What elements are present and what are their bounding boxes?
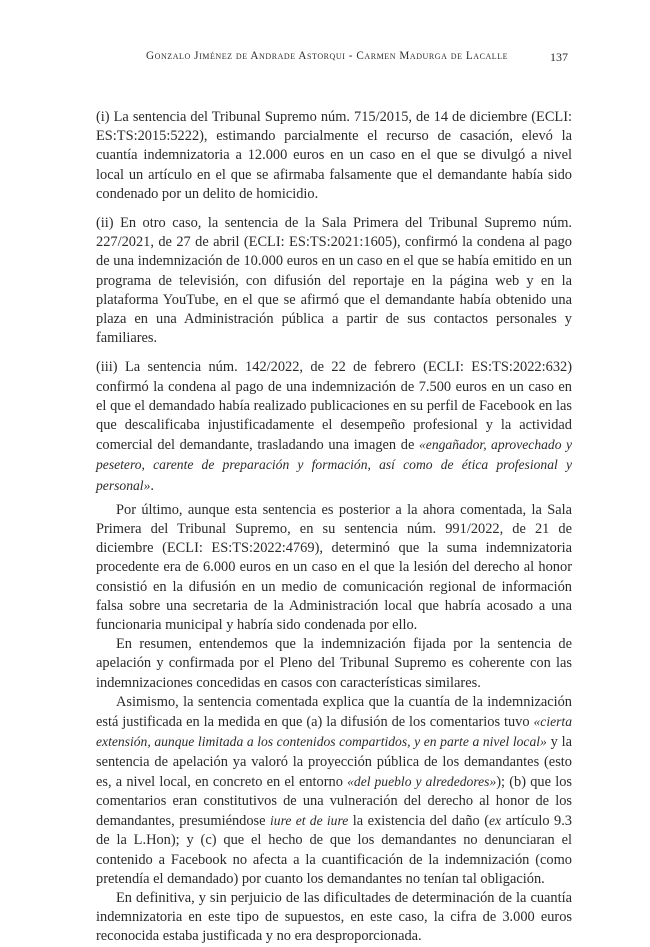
paragraph-text: En definitiva, y sin perjuicio de las dificultades de determinación de la cuantía indemnizatoria en este tipo de supuestos, en este caso, la cifra de 3.000 euros reconocida estaba justificada y no era desproporcionada. bbox=[96, 889, 572, 945]
body-text bbox=[96, 108, 572, 947]
quoted-text: «engañador, aprovechado y pesetero, carente de preparación y formación, así como de ética profesional y personal» bbox=[96, 437, 572, 493]
list-item bbox=[96, 108, 572, 204]
paragraph bbox=[96, 501, 572, 635]
paragraph-text: la existencia del daño ( bbox=[348, 813, 490, 830]
running-header bbox=[96, 50, 572, 70]
list-item-text: . bbox=[150, 477, 154, 494]
paragraph-text: Por último, aunque esta sentencia es posterior a la ahora comentada, la Sala Primera del Tribunal Supremo, en su sentencia núm. 991/2022, de 21 de diciembre (ECLI: ES:TS:2022:4769), determinó que la suma indemnizatoria procedente era de 6.000 euros en un caso en el que la lesión del derecho al honor consistió en la difusión en un medio de comunicación regional de información falsa sobre una secretaria de la Administración local que habría acosado a una funcionaria municipal y habría sido condenada por ello. bbox=[96, 501, 572, 634]
latin-term: ex bbox=[489, 813, 502, 829]
paragraph-text: y la sentencia de apelación ya valoró la proyección pública de los demandantes (esto es, a nivel local, en concreto en el entorno bbox=[96, 734, 572, 790]
paragraph-text: ); (b) que los comentarios eran constitutivos de una vulneración del derecho al honor de los demandantes, presumiéndose bbox=[96, 773, 572, 830]
latin-term: iure et de iure bbox=[270, 813, 349, 829]
header-authors: Gonzalo Jiménez de Andrade Astorqui - Carmen Madurga de Lacalle bbox=[146, 50, 509, 62]
list-item-text: (ii) En otro caso, la sentencia de la Sala Primera del Tribunal Supremo núm. 227/2021, de 27 de abril (ECLI: ES:TS:2021:1605), confirmó la condena al pago de una indemnización de 10.000 euros en un caso en el que se había emitido en un programa de televisión, con difusión del reportaje en la página web y en la plataforma YouTube, en el que se afirmó que el demandante había obtenido una plaza en una Administración pública a partir de sus contactos personales y familiares. bbox=[96, 215, 572, 347]
paragraph-text: Asimismo, la sentencia comentada explica que la cuantía de la indemnización está justificada en la medida en que (a) la difusión de los comentarios tuvo bbox=[96, 693, 572, 731]
list-item bbox=[96, 358, 572, 495]
list-item-text: (iii) La sentencia núm. 142/2022, de 22 de febrero (ECLI: ES:TS:2022:632) confirmó la condena al pago de una indemnización de 7.500 euros en un caso en el que el demandado había realizado publicaciones en su perfil de Facebook en las que descalificaba injustificadamente el desempeño profesional y la actividad comercial del demandante, trasladando una imagen de bbox=[96, 359, 572, 454]
quoted-text: «cierta extensión, aunque limitada a los contenidos compartidos, y en parte a nivel local» bbox=[96, 714, 572, 750]
paragraph bbox=[96, 635, 572, 693]
paragraph bbox=[96, 693, 572, 889]
paragraph bbox=[96, 889, 572, 947]
page-number: 137 bbox=[550, 50, 568, 64]
quoted-text: «del pueblo y alrededores» bbox=[347, 773, 497, 789]
list-item-text: (i) La sentencia del Tribunal Supremo núm. 715/2015, de 14 de diciembre (ECLI: ES:TS:2015:5222), estimando parcialmente el recurso de casación, elevó la cuantía indemnizatoria a 12.000 euros en un caso en el que se divulgó a nivel local un artículo en el que se afirmaba falsamente que el demandante había sido condenado por un delito de homicidio. bbox=[96, 109, 572, 202]
paragraph-text: En resumen, entendemos que la indemnización fijada por la sentencia de apelación y confirmada por el Pleno del Tribunal Supremo es coherente con las indemnizaciones concedidas en casos con características similares. bbox=[96, 636, 572, 691]
paragraph-text: artículo 9.3 de la L.Hon); y (c) que el hecho de que los demandantes no denunciaran el contenido a Facebook no afecta a la cuantificación de la indemnización (como pretendía el demandado) por cuanto los demandantes no tenían tal obligación. bbox=[96, 813, 573, 887]
list-item bbox=[96, 214, 572, 348]
